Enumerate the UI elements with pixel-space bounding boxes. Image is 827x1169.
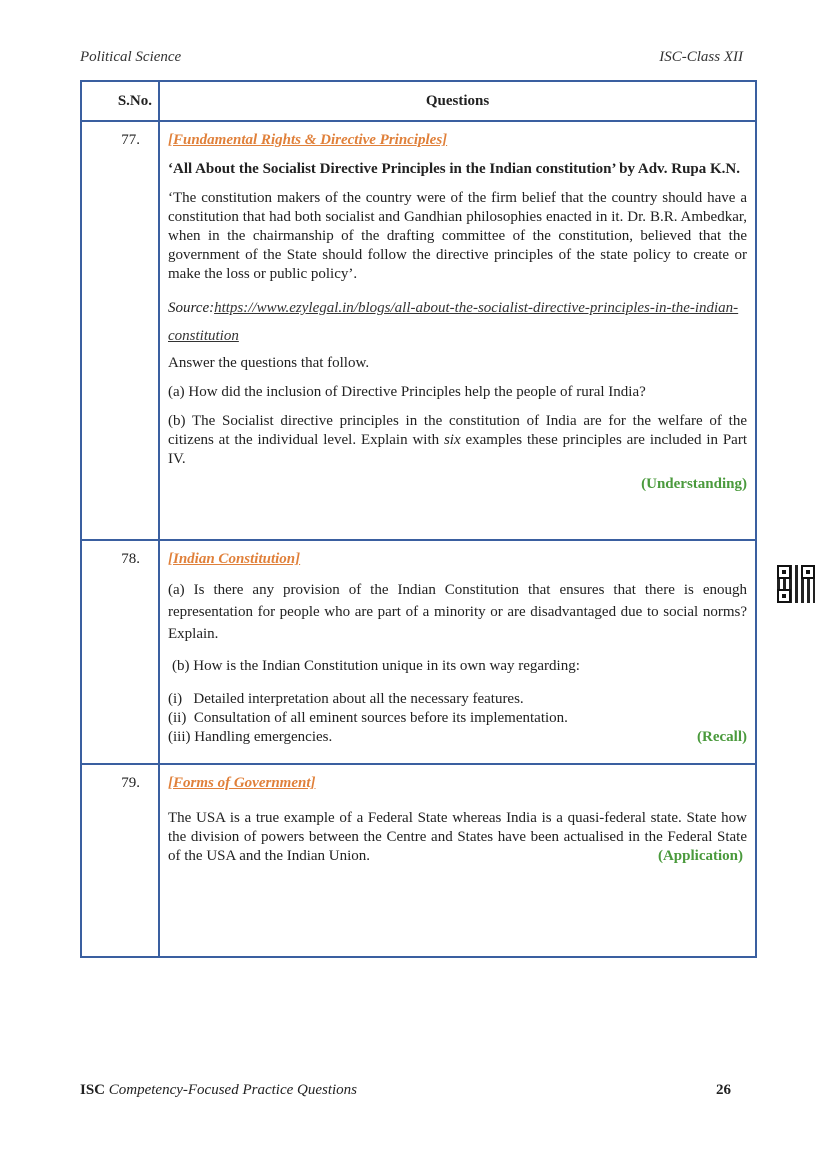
instruction-text: Answer the questions that follow. (168, 355, 370, 371)
source-label: Source: (168, 300, 215, 316)
question-number: 79. (81, 764, 159, 957)
list-item: (i) Detailed interpretation about all the necessary features. (168, 691, 524, 707)
question-topic: [Indian Constitution] (168, 551, 301, 567)
question-row-78 (81, 540, 756, 764)
running-header-class: ISC-Class XII (659, 49, 743, 65)
question-row-77 (81, 121, 756, 540)
question-row-79 (81, 764, 756, 957)
source-passage: ‘The constitution makers of the country were of the firm belief that the country should have a constitution that had both socialist and Gandhian philosophies enacted in it. Dr. B.R. Ambedkar, when in the chairmanship of the drafting committee of the constitution, believed that the government of the State should follow the directive principles of the state policy to create or make the loss or public policy’. (168, 190, 747, 282)
column-header-questions: Questions (159, 81, 756, 121)
question-number: 77. (81, 121, 159, 540)
question-topic: [Forms of Government] (168, 775, 316, 791)
column-header-sno: S.No. (81, 81, 159, 121)
article-title: ‘All About the Socialist Directive Principles in the Indian constitution’ by Adv. Rupa K.N. (168, 161, 740, 177)
question-body (159, 540, 756, 764)
question-part-a: (a) How did the inclusion of Directive Principles help the people of rural India? (168, 384, 646, 400)
question-part-b: (b) How is the Indian Constitution unique in its own way regarding: (172, 658, 580, 674)
question-part-b: (b) The Socialist directive principles in the constitution of India are for the welfare of the citizens at the individual level. Explain with six examples these principles are included in Part IV. (168, 413, 747, 467)
question-number: 78. (81, 540, 159, 764)
question-body (159, 764, 756, 957)
competency-tag: (Recall) (697, 729, 747, 745)
question-text: The USA is a true example of a Federal State whereas India is a quasi-federal state. State how the division of powers between the Centre and States have been actualised in the Federal State of the USA and the Indian Union. (Application) (168, 810, 747, 864)
list-item: (ii) Consultation of all eminent sources before its implementation. (168, 710, 568, 726)
question-part-a: (a) Is there any provision of the Indian Constitution that ensures that there is enough representation for people who are part of a minority or are disadvantaged due to social norms? Explain. (168, 582, 747, 642)
competency-tag: (Understanding) (641, 476, 747, 492)
qr-finder-icon (801, 565, 815, 579)
running-header-subject: Political Science (80, 49, 182, 65)
source-citation (168, 294, 747, 350)
list-item-with-tag (168, 728, 747, 747)
page-number: 26 (716, 1082, 731, 1098)
question-body (159, 121, 756, 540)
table-header-row (81, 81, 756, 121)
qr-finder-icon (777, 565, 791, 579)
question-topic: [Fundamental Rights & Directive Principles] (168, 132, 448, 148)
qr-code-icon[interactable] (777, 565, 815, 603)
footer-title: ISC Competency-Focused Practice Questions (80, 1082, 358, 1098)
competency-tag: (Application) (657, 848, 743, 864)
qr-finder-icon (777, 589, 791, 603)
questions-table (80, 80, 757, 958)
list-item: (iii) Handling emergencies. (168, 729, 333, 745)
source-link[interactable]: https://www.ezylegal.in/blogs/all-about-the-socialist-directive-principles-in-the-indian-constitution (168, 300, 739, 344)
